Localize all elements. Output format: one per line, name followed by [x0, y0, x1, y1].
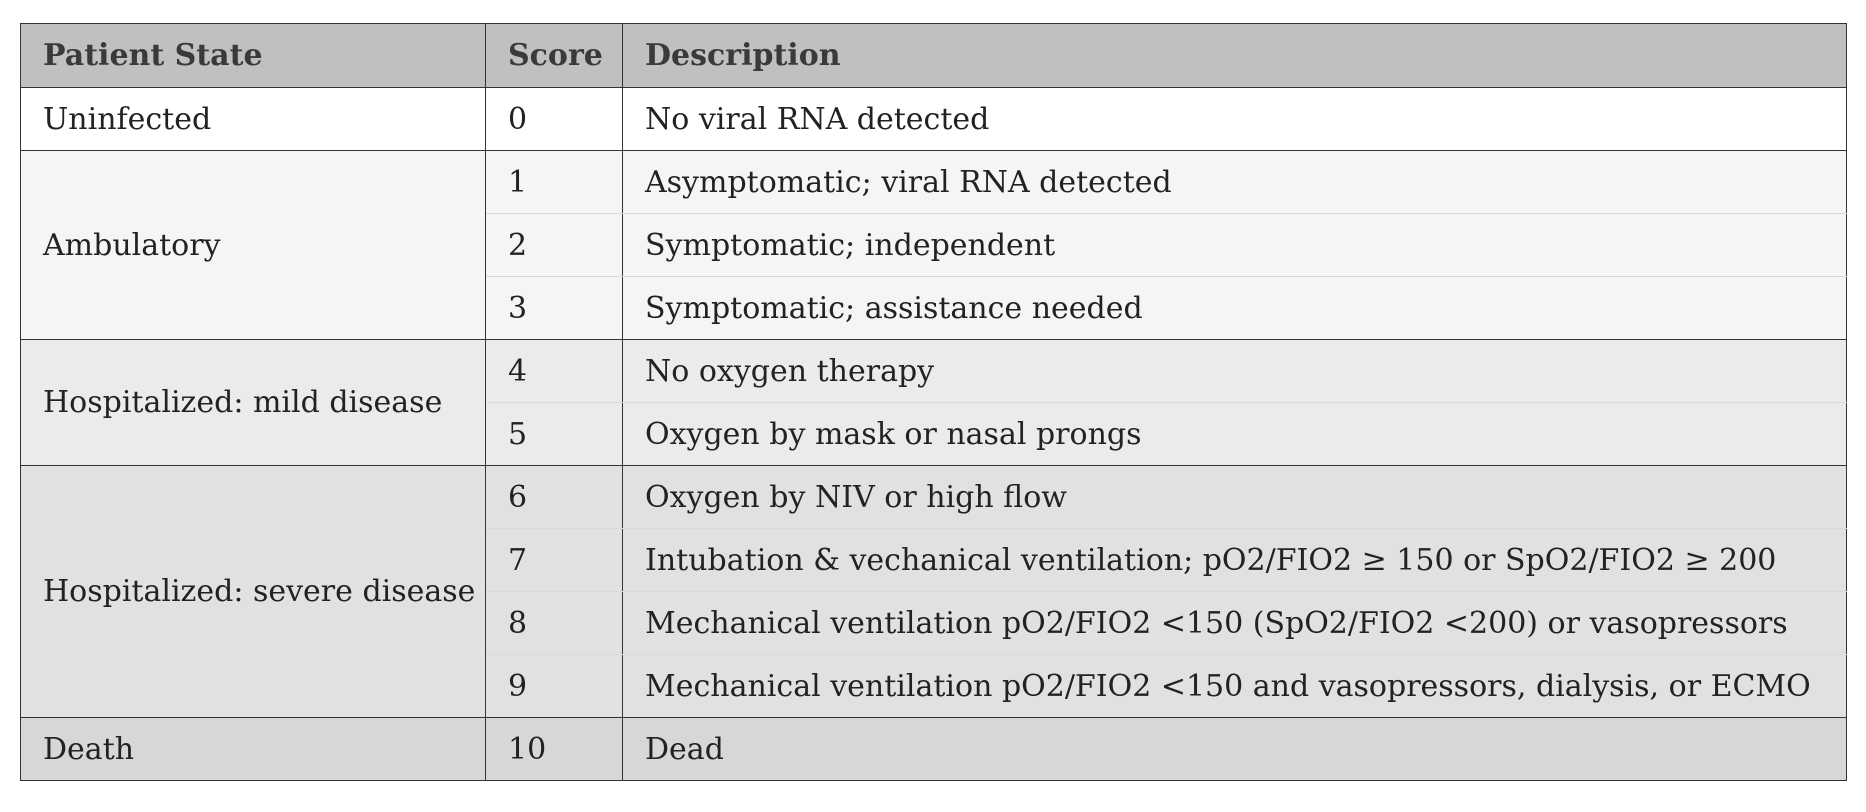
score-cell: 0 [486, 88, 623, 151]
description-cell: Asymptomatic; viral RNA detected [623, 151, 1847, 214]
score-cell: 9 [486, 655, 623, 718]
table-row [21, 88, 1847, 151]
score-cell: 2 [486, 214, 623, 277]
description-cell: No viral RNA detected [623, 88, 1847, 151]
description-cell: Dead [623, 718, 1847, 781]
description-cell: Symptomatic; assistance needed [623, 277, 1847, 340]
header-row [21, 24, 1847, 88]
clinical-progression-table [20, 23, 1847, 781]
score-table-container [20, 23, 1846, 781]
score-cell: 6 [486, 466, 623, 529]
description-cell: Mechanical ventilation pO2/FIO2 <150 (SpO2/FIO2 <200) or vasopressors [623, 592, 1847, 655]
patient-state-cell: Hospitalized: severe disease [21, 466, 486, 718]
description-cell: Mechanical ventilation pO2/FIO2 <150 and vasopressors, dialysis, or ECMO [623, 655, 1847, 718]
table-row [21, 466, 1847, 529]
description-cell: Oxygen by mask or nasal prongs [623, 403, 1847, 466]
score-cell: 1 [486, 151, 623, 214]
score-cell: 8 [486, 592, 623, 655]
description-cell: No oxygen therapy [623, 340, 1847, 403]
patient-state-cell: Death [21, 718, 486, 781]
patient-state-cell: Ambulatory [21, 151, 486, 340]
description-cell: Intubation & vechanical ventilation; pO2/FIO2 ≥ 150 or SpO2/FIO2 ≥ 200 [623, 529, 1847, 592]
table-row [21, 340, 1847, 403]
score-cell: 3 [486, 277, 623, 340]
description-cell: Symptomatic; independent [623, 214, 1847, 277]
header-description: Description [623, 24, 1847, 88]
table-row [21, 718, 1847, 781]
score-cell: 5 [486, 403, 623, 466]
header-patient-state: Patient State [21, 24, 486, 88]
score-cell: 4 [486, 340, 623, 403]
score-cell: 10 [486, 718, 623, 781]
patient-state-cell: Hospitalized: mild disease [21, 340, 486, 466]
patient-state-cell: Uninfected [21, 88, 486, 151]
description-cell: Oxygen by NIV or high flow [623, 466, 1847, 529]
table-row [21, 151, 1847, 214]
header-score: Score [486, 24, 623, 88]
score-cell: 7 [486, 529, 623, 592]
